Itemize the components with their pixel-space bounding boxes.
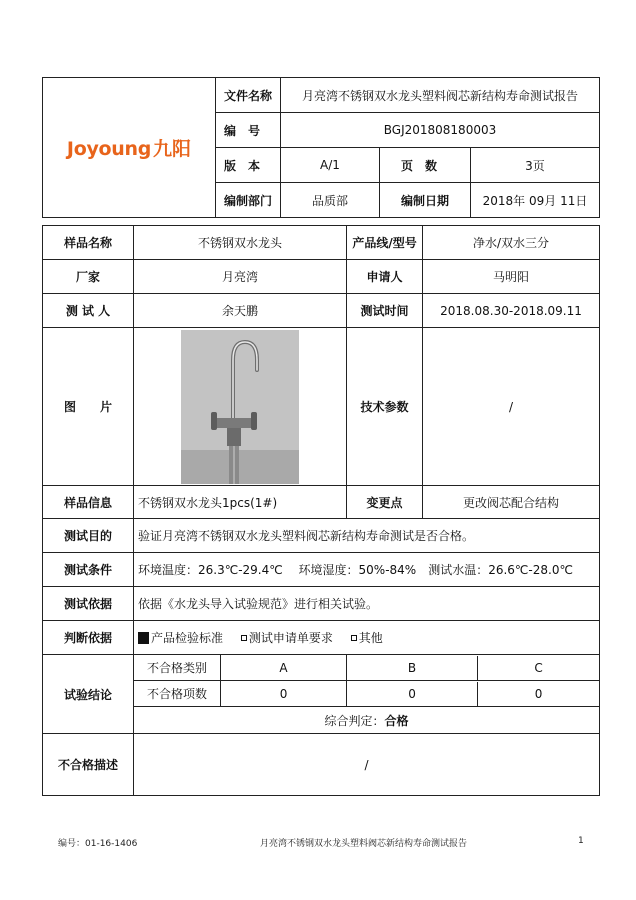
fail-category-label: 不合格类别: [134, 655, 221, 681]
count-a: 0: [221, 681, 347, 707]
manufacturer-value: 月亮湾: [134, 260, 347, 294]
count-b: 0: [347, 682, 478, 706]
tester-label: 测 试 人: [43, 294, 134, 328]
judgment-option-standard-label: 产品检验标准: [151, 631, 224, 645]
number-value: BGJ201808180003: [281, 113, 600, 148]
judgment-option-other[interactable]: [351, 631, 383, 645]
judgment-option-other-label: 其他: [358, 631, 383, 645]
manufacturer-label: 厂家: [43, 260, 134, 294]
tester-value: 余天鹏: [134, 294, 347, 328]
version-value: A/1: [281, 148, 380, 183]
category-subtable: [347, 656, 599, 680]
product-line-label: 产品线/型号: [347, 226, 423, 260]
faucet-icon: [181, 330, 299, 484]
picture-cell: [134, 328, 347, 486]
product-line-value: 净水/双水三分: [423, 226, 600, 260]
judgment-options: [134, 621, 600, 655]
applicant-label: 申请人: [347, 260, 423, 294]
picture-label: 图 片: [43, 328, 134, 486]
report-info-table: [42, 225, 600, 796]
change-label: 变更点: [347, 486, 423, 519]
category-a: A: [221, 655, 347, 681]
dept-label: 编制部门: [216, 183, 281, 218]
checked-box-icon: [138, 632, 149, 644]
conditions-value: 环境温度：26.3℃-29.4℃ 环境湿度：50%-84% 测试水温：26.6℃-28.0℃: [134, 553, 600, 587]
category-b: B: [347, 656, 478, 680]
tech-params-value: /: [423, 328, 600, 486]
tech-params-label: 技术参数: [347, 328, 423, 486]
date-label: 编制日期: [380, 183, 471, 218]
overall-label: 综合判定：: [324, 713, 385, 728]
fail-count-label: 不合格项数: [134, 681, 221, 707]
judgment-option-standard[interactable]: [138, 631, 223, 645]
logo-cjk: 九阳: [153, 138, 192, 160]
sample-name-value: 不锈钢双水龙头: [134, 226, 347, 260]
count-subtable: [347, 682, 599, 706]
dept-value: 品质部: [281, 183, 380, 218]
test-time-label: 测试时间: [347, 294, 423, 328]
number-label: 编号: [216, 113, 281, 148]
footer-code: 编号：01-16-1406: [58, 839, 138, 849]
logo-latin: Joyoung: [66, 138, 152, 160]
basis-value: 依据《水龙头导入试验规范》进行相关试验。: [134, 587, 600, 621]
unchecked-box-icon: [351, 635, 357, 641]
pages-label: 页数: [380, 148, 471, 183]
count-c: 0: [534, 686, 543, 701]
overall-judgment: [134, 707, 600, 734]
overall-value: 合格: [384, 713, 409, 728]
footer-page-number: 1: [578, 836, 584, 846]
purpose-value: 验证月亮湾不锈钢双水龙头塑料阀芯新结构寿命测试是否合格。: [134, 519, 600, 553]
pages-value: 3页: [471, 148, 600, 183]
footer-title: 月亮湾不锈钢双水龙头塑料阀芯新结构寿命测试报告: [260, 839, 468, 849]
date-value: 2018年 09月 11日: [471, 183, 600, 218]
test-time-value: 2018.08.30-2018.09.11: [423, 294, 600, 328]
faucet-photo: [181, 330, 299, 484]
nonconform-value: /: [134, 734, 600, 796]
version-label: 版本: [216, 148, 281, 183]
doc-name-label: 文件名称: [216, 78, 281, 113]
purpose-label: 测试目的: [43, 519, 134, 553]
change-value: 更改阀芯配合结构: [423, 486, 600, 519]
conditions-label: 测试条件: [43, 553, 134, 587]
judgment-option-request[interactable]: [241, 631, 333, 645]
conclusion-label: 试验结论: [43, 655, 134, 734]
judgment-option-request-label: 测试申请单要求: [248, 631, 333, 645]
header-table: [42, 77, 600, 218]
unchecked-box-icon: [241, 635, 247, 641]
nonconform-label: 不合格描述: [43, 734, 134, 796]
applicant-value: 马明阳: [423, 260, 600, 294]
doc-name-value: 月亮湾不锈钢双水龙头塑料阀芯新结构寿命测试报告: [281, 78, 600, 113]
sample-info-value: 不锈钢双水龙头1pcs(1#): [134, 486, 347, 519]
sample-info-label: 样品信息: [43, 486, 134, 519]
sample-name-label: 样品名称: [43, 226, 134, 260]
company-logo: [43, 78, 216, 218]
judgment-label: 判断依据: [43, 621, 134, 655]
basis-label: 测试依据: [43, 587, 134, 621]
category-c: C: [534, 660, 543, 675]
